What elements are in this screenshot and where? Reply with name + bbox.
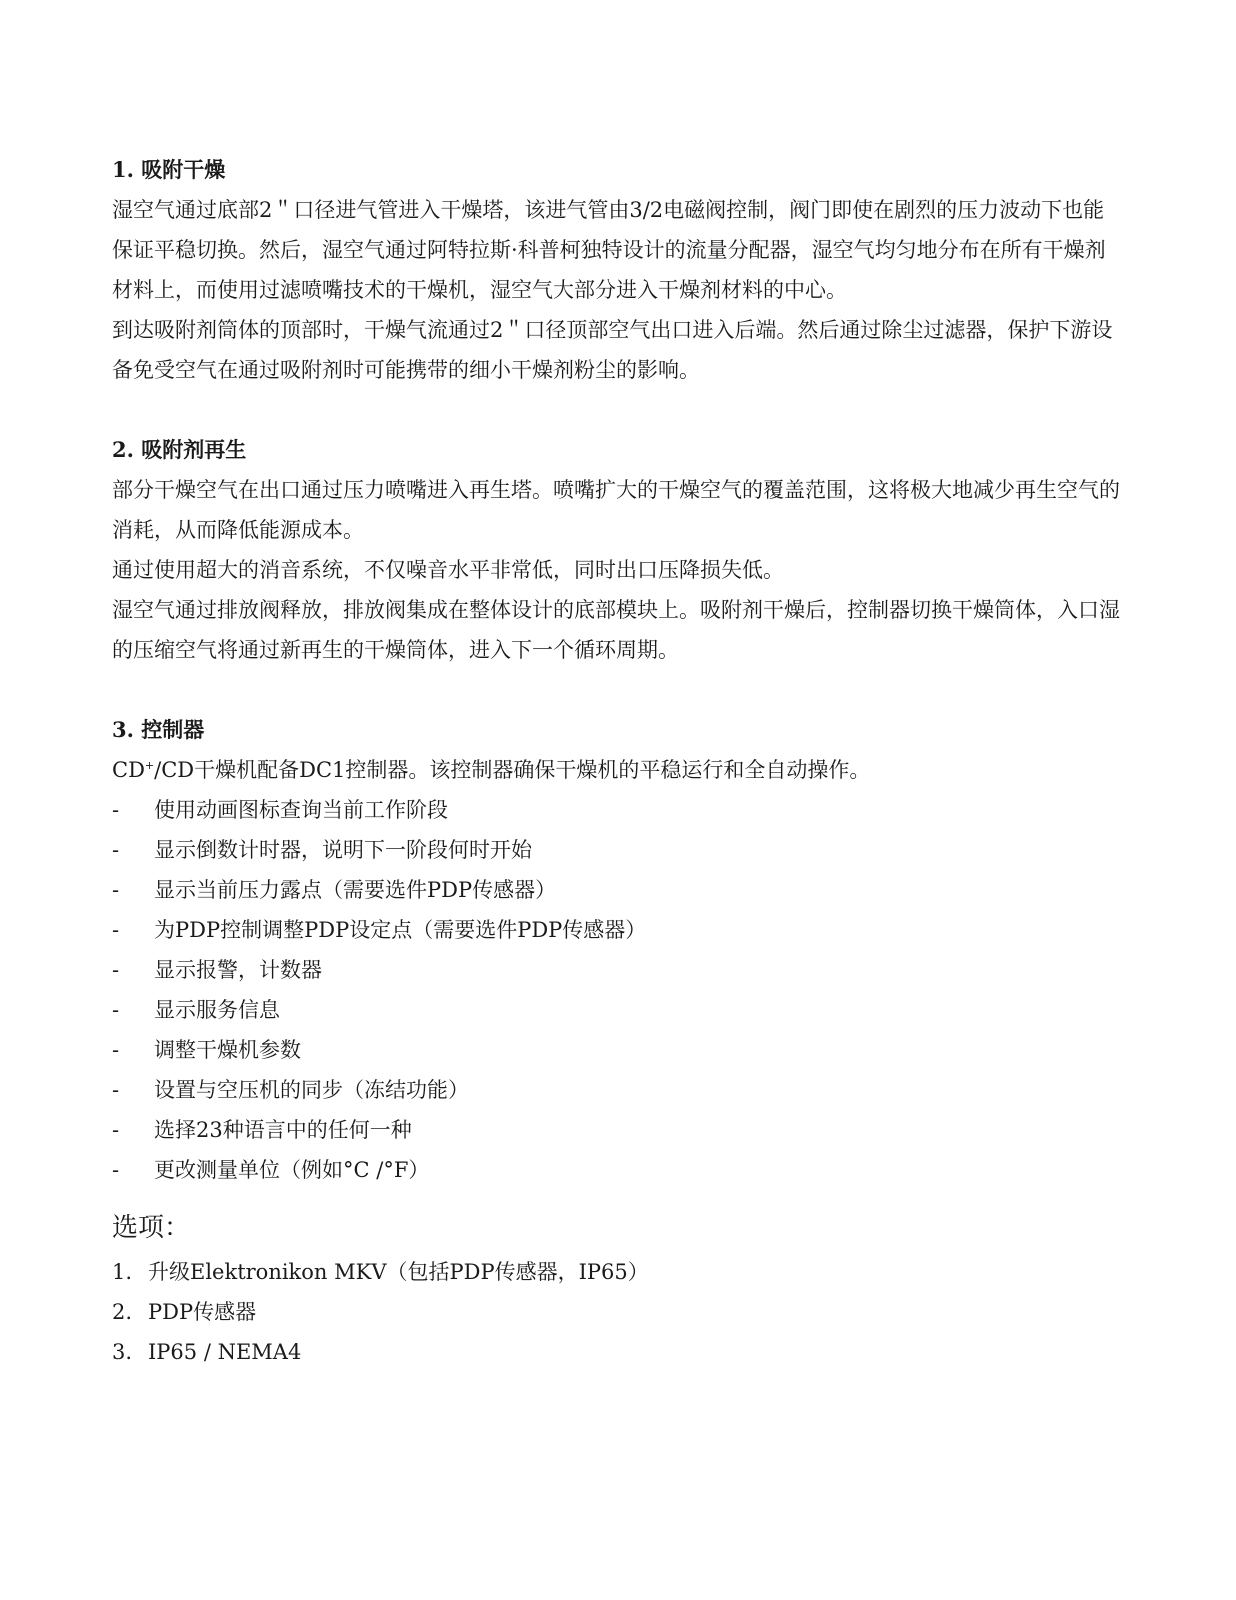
list-item	[112, 870, 1122, 910]
dash-marker: -	[112, 878, 120, 902]
option-number: 3.	[112, 1340, 133, 1364]
option-text: PDP传感器	[148, 1300, 257, 1324]
dash-marker: -	[112, 918, 120, 942]
list-item	[112, 1070, 1122, 1110]
list-item	[112, 990, 1122, 1030]
list-item-text: 显示当前压力露点（需要选件PDP传感器）	[154, 878, 557, 902]
list-item	[112, 790, 1122, 830]
document-page	[112, 150, 1122, 1372]
list-item-text: 选择23种语言中的任何一种	[154, 1118, 412, 1142]
intro-rest: /CD干燥机配备DC1控制器。该控制器确保干燥机的平稳运行和全自动操作。	[154, 758, 871, 782]
option-item	[112, 1332, 1122, 1372]
list-item	[112, 950, 1122, 990]
list-item	[112, 910, 1122, 950]
paragraph: 湿空气通过底部2＂口径进气管进入干燥塔，该进气管由3/2电磁阀控制，阀门即使在剧烈的压力波动下也能保证平稳切换。然后，湿空气通过阿特拉斯·科普柯独特设计的流量分配器，湿空气均匀地分布在所有干燥剂材料上，而使用过滤喷嘴技术的干燥机，湿空气大部分进入干燥剂材料的中心。	[112, 198, 1106, 302]
list-item-text: 为PDP控制调整PDP设定点（需要选件PDP传感器）	[154, 918, 647, 942]
option-number: 1.	[112, 1260, 133, 1284]
list-item	[112, 1150, 1122, 1190]
list-item-text: 显示服务信息	[154, 998, 280, 1022]
list-item-text: 更改测量单位（例如°C /°F）	[154, 1158, 430, 1182]
dash-marker: -	[112, 798, 120, 822]
paragraph: 部分干燥空气在出口通过压力喷嘴进入再生塔。喷嘴扩大的干燥空气的覆盖范围，这将极大地减少再生空气的消耗，从而降低能源成本。	[112, 478, 1120, 542]
section-adsorption-drying	[112, 150, 1122, 390]
intro-superscript: +	[144, 759, 155, 772]
list-item-text: 显示倒数计时器，说明下一阶段何时开始	[154, 838, 532, 862]
paragraph: 通过使用超大的消音系统，不仅噪音水平非常低，同时出口压降损失低。	[112, 558, 784, 582]
option-text: IP65 / NEMA4	[148, 1340, 302, 1364]
intro-prefix: CD	[112, 758, 145, 782]
dash-marker: -	[112, 998, 120, 1022]
option-item	[112, 1252, 1122, 1292]
list-item-text: 显示报警，计数器	[154, 958, 322, 982]
list-item	[112, 1030, 1122, 1070]
option-number: 2.	[112, 1300, 133, 1324]
list-item-text: 设置与空压机的同步（冻结功能）	[154, 1078, 469, 1102]
dash-marker: -	[112, 958, 120, 982]
paragraph: 湿空气通过排放阀释放，排放阀集成在整体设计的底部模块上。吸附剂干燥后，控制器切换干燥筒体，入口湿的压缩空气将通过新再生的干燥筒体，进入下一个循环周期。	[112, 598, 1120, 662]
section-heading: 3. 控制器	[112, 717, 205, 742]
list-item-text: 调整干燥机参数	[154, 1038, 301, 1062]
dash-marker: -	[112, 838, 120, 862]
dash-marker: -	[112, 1038, 120, 1062]
list-item	[112, 1110, 1122, 1150]
section-heading: 1. 吸附干燥	[112, 157, 226, 182]
options-title: 选项：	[112, 1213, 191, 1243]
list-item	[112, 830, 1122, 870]
section-controller	[112, 710, 1122, 1190]
section-options	[112, 1206, 1122, 1372]
option-text: 升级Elektronikon MKV（包括PDP传感器，IP65）	[148, 1260, 649, 1284]
section-heading: 2. 吸附剂再生	[112, 437, 247, 462]
list-item-text: 使用动画图标查询当前工作阶段	[154, 798, 448, 822]
dash-marker: -	[112, 1158, 120, 1182]
controller-intro	[112, 750, 1122, 790]
section-adsorbent-regeneration	[112, 430, 1122, 670]
dash-marker: -	[112, 1118, 120, 1142]
option-item	[112, 1292, 1122, 1332]
paragraph: 到达吸附剂筒体的顶部时，干燥气流通过2＂口径顶部空气出口进入后端。然后通过除尘过滤器，保护下游设备免受空气在通过吸附剂时可能携带的细小干燥剂粉尘的影响。	[112, 318, 1113, 382]
dash-marker: -	[112, 1078, 120, 1102]
